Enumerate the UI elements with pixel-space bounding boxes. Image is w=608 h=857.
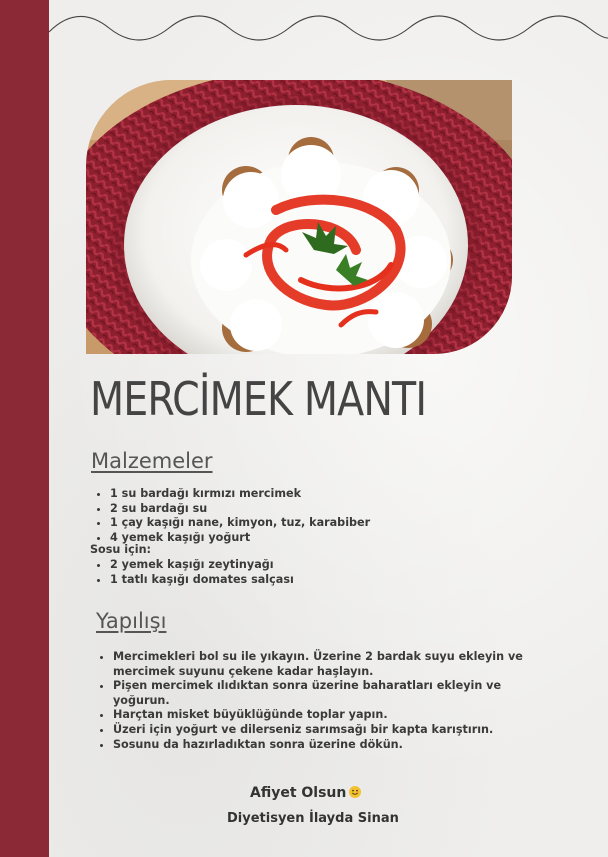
steps-heading: Yapılışı [96,609,167,633]
list-item: • 1 çay kaşığı nane, kimyon, tuz, karabiber [110,516,530,531]
author-signature: Diyetisyen İlayda Sinan [227,811,399,826]
closing-text: Afiyet Olsun [250,785,347,801]
sauce-label: Sosu için: [90,543,152,556]
list-item: • 1 tatlı kaşığı domates salçası [110,573,530,588]
decorative-wave-line [49,8,608,48]
list-item: • 4 yemek kaşığı yoğurt [110,531,530,546]
list-item: • Harçtan misket büyüklüğünde toplar yapın. [113,708,523,723]
closing-line [250,785,361,801]
list-item: • Mercimekleri bol su ile yıkayın. Üzerine 2 bardak suyu ekleyin ve mercimek suyunu çekene kadar haşlayın. [113,650,523,679]
steps-list [95,650,523,752]
sauce-ingredients-list [92,558,530,587]
list-item: • 2 yemek kaşığı zeytinyağı [110,558,530,573]
list-item: • 2 su bardağı su [110,502,530,517]
ingredients-heading: Malzemeler [91,449,213,473]
ingredients-list [92,487,530,545]
list-item: • Pişen mercimek ılıdıktan sonra üzerine baharatları ekleyin ve yoğurun. [113,679,523,708]
list-item: • 1 su bardağı kırmızı mercimek [110,487,530,502]
list-item: • Üzeri için yoğurt ve dilerseniz sarımsağı bir kapta karıştırın. [113,723,523,738]
smile-emoji-icon [349,786,361,798]
list-item: • Sosunu da hazırladıktan sonra üzerine dökün. [113,738,523,753]
recipe-photo [86,80,512,354]
recipe-title: MERCİMEK MANTI [90,372,427,426]
side-accent-stripe [0,0,49,857]
